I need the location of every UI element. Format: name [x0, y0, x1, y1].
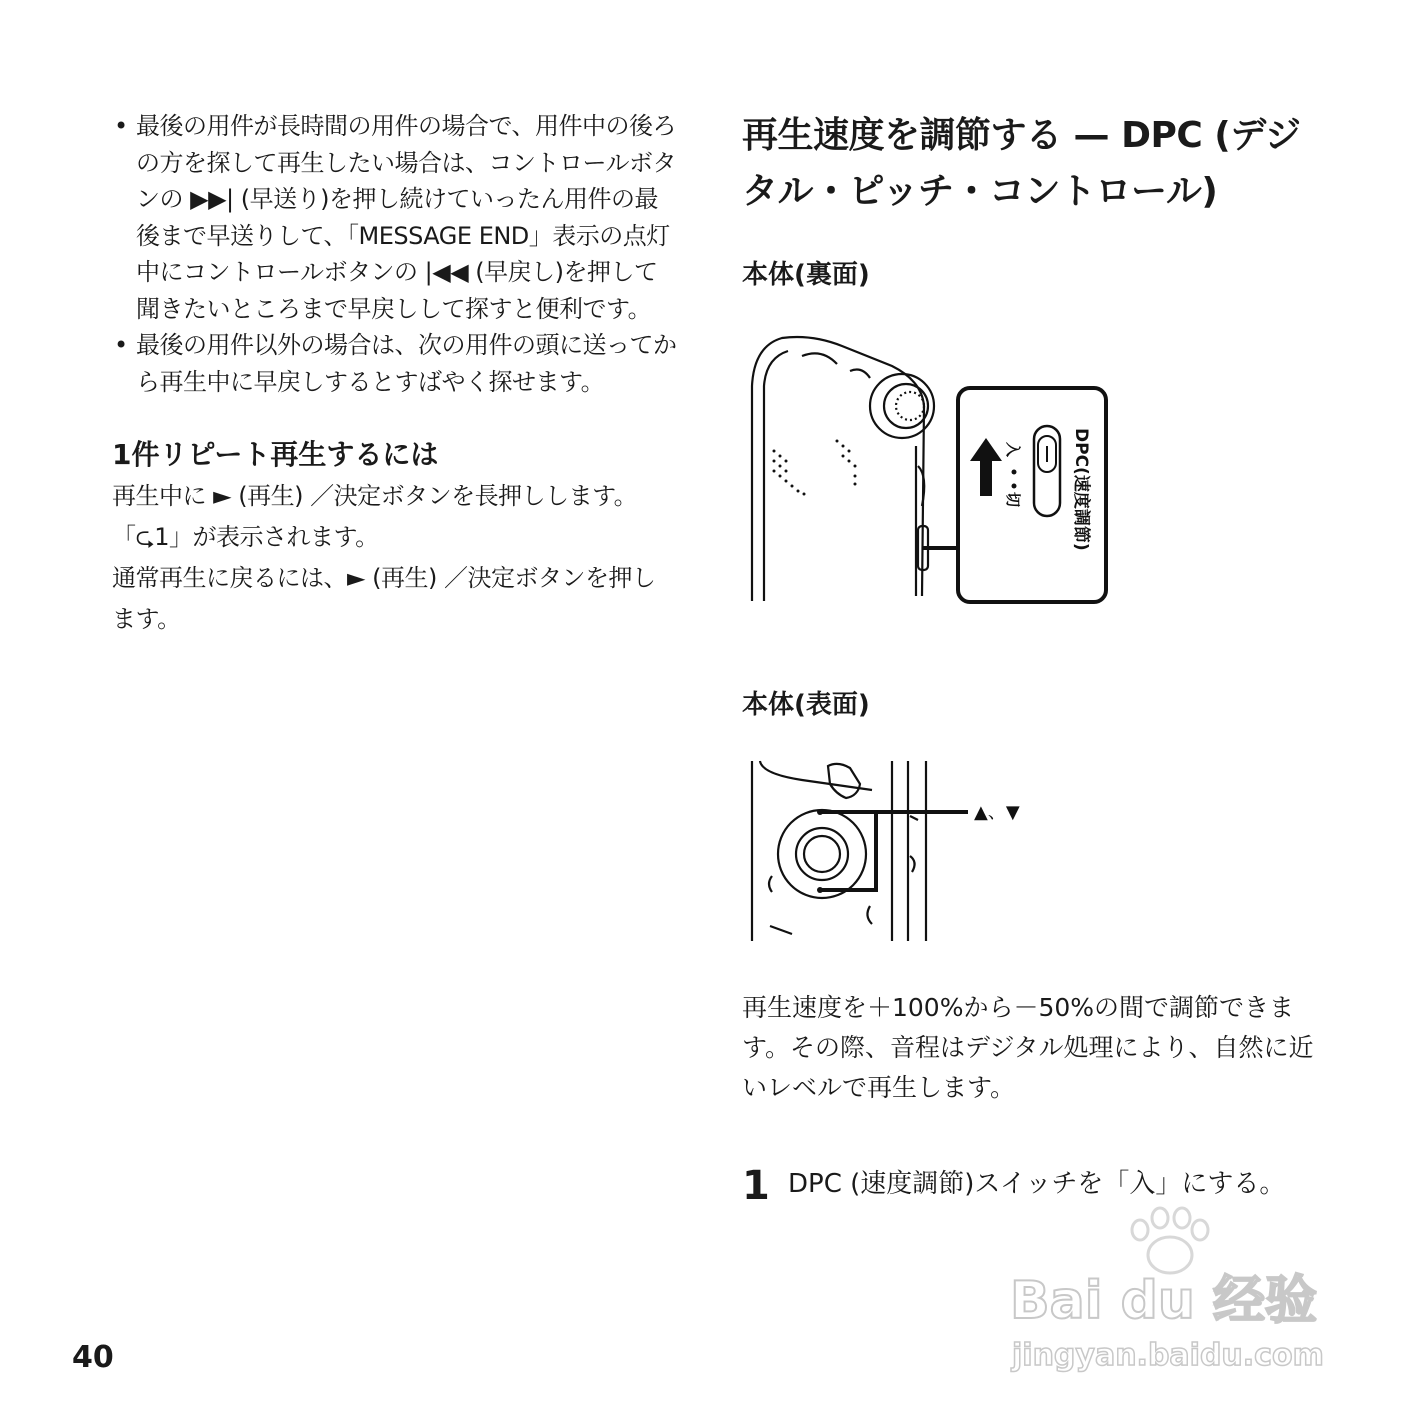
repeat-para-2: 「⮎1」が表示されます。 [112, 523, 379, 551]
watermark-url: jingyan.baidu.com [1012, 1338, 1324, 1373]
section-title: 再生速度を調節する — DPC (デジタル・ピッチ・コントロール) [742, 115, 1301, 212]
right-column [742, 108, 1332, 1308]
repeat-para-1: 再生中に ► (再生) ／決定ボタンを長押しします。 [112, 482, 638, 510]
arrow-keys-label: ▲、▼ [974, 802, 1020, 823]
device-front-illustration [742, 756, 1042, 946]
watermark-brand: Bai du 经验 [1010, 1271, 1317, 1331]
tip-item: • 最後の用件以外の場合は、次の用件の頭に送ってから再生中に早戻しするとすばやく探せます。 [112, 327, 677, 400]
repeat-heading: 1件リピート再生するには [112, 438, 439, 471]
page-number: 40 [72, 1340, 114, 1375]
baidu-watermark [1000, 1200, 1340, 1380]
left-column [112, 108, 677, 640]
tips-list [112, 108, 677, 400]
caption-front: 本体(表面) [742, 690, 870, 720]
caption-back: 本体(裏面) [742, 260, 870, 290]
step-1 [742, 1158, 1332, 1209]
repeat-para-3: 通常再生に戻るには、► (再生) ／決定ボタンを押します。 [112, 564, 656, 633]
step-text: DPC (速度調節)スイッチを「入」にする。 [788, 1169, 1286, 1199]
device-back-illustration [742, 326, 1122, 606]
tip-item: • 最後の用件が長時間の用件の場合で、用件中の後ろの方を探して再生したい場合は、コントロールボタンの ▶▶| (早送り)を押し続けていったん用件の最後まで早送りして、「MESSAGE END」表示の点灯中にコントロールボタンの |◀◀ (早戻し)を押して聞きたいところまで早戻しして探すと便利です。 [112, 108, 677, 327]
switch-off-label: 切 [1004, 492, 1022, 508]
switch-label: DPC(速度調節) [1071, 428, 1091, 551]
dpc-description: 再生速度を＋100%から－50%の間で調節できます。その際、音程はデジタル処理により、自然に近いレベルで再生します。 [742, 993, 1314, 1102]
switch-on-label: 入 [1004, 442, 1022, 458]
step-number: 1 [742, 1163, 770, 1209]
